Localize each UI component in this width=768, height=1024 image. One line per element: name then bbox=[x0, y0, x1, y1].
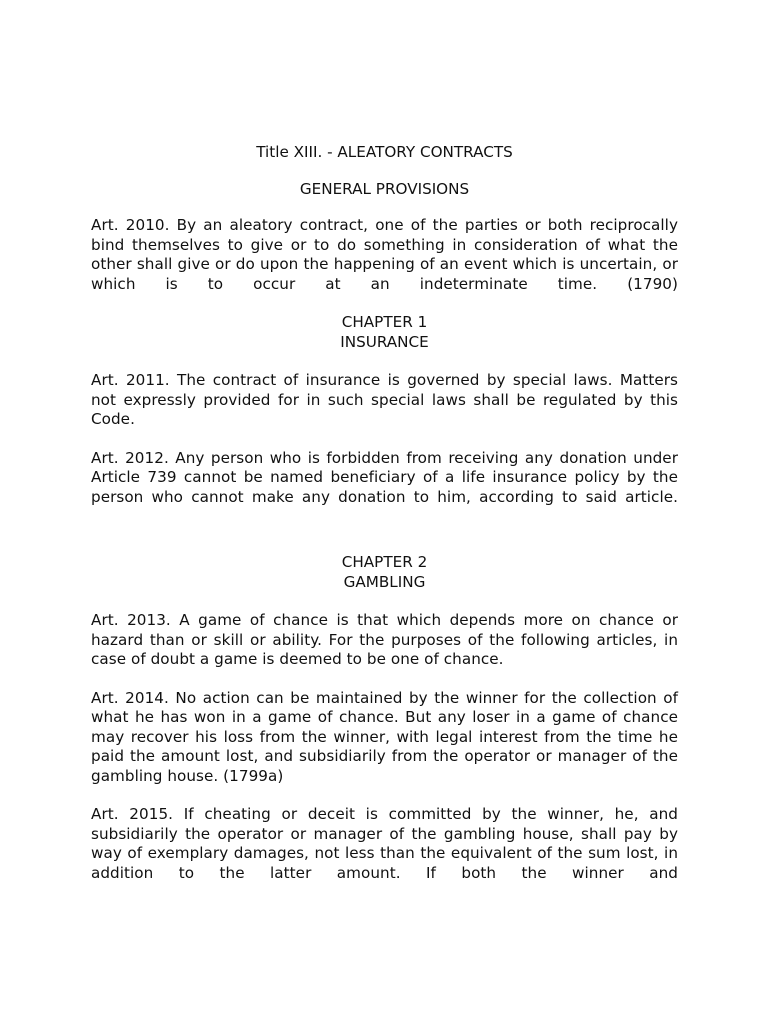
chapter-1-heading bbox=[91, 313, 678, 352]
chapter-2-name: GAMBLING bbox=[343, 572, 426, 591]
article-2012: Art. 2012. Any person who is forbidden from receiving any donation under Article 739 cannot be named beneficiary of a life insurance policy by the person who cannot make any donation to him, according to said article. bbox=[91, 448, 678, 506]
article-2013: Art. 2013. A game of chance is that which depends more on chance or hazard than or skill or ability. For the purposes of the following articles, in case of doubt a game is deemed to be one of chance. bbox=[91, 611, 678, 668]
chapter-2-heading bbox=[91, 553, 678, 592]
page-title: Title XIII. - ALEATORY CONTRACTS bbox=[256, 143, 513, 161]
article-2014: Art. 2014. No action can be maintained by the winner for the collection of what he has won in a game of chance. But any loser in a game of chance may recover his loss from the winner, with legal interest from the time he paid the amount lost, and subsidiarily from the operator or manager of the gambling house. (1799a) bbox=[91, 688, 678, 785]
chapter-1-number: CHAPTER 1 bbox=[341, 313, 428, 331]
chapter-1-name: INSURANCE bbox=[340, 332, 429, 351]
general-provisions-heading: GENERAL PROVISIONS bbox=[299, 179, 470, 198]
chapter-2-number: CHAPTER 2 bbox=[341, 553, 428, 571]
article-2010: Art. 2010. By an aleatory contract, one of the parties or both reciprocally bind themselves to give or to do something in consideration of what the other shall give or do upon the happening of an event which is uncertain, or which is to occur at an indeterminate time. (1790) bbox=[91, 216, 678, 293]
article-2015: Art. 2015. If cheating or deceit is committed by the winner, he, and subsidiarily the operator or manager of the gambling house, shall pay by way of exemplary damages, not less than the equivalent of the sum lost, in addition to the latter amount. If both the winner and bbox=[91, 805, 678, 882]
article-2011: Art. 2011. The contract of insurance is governed by special laws. Matters not expressly provided for in such special laws shall be regulated by this Code. bbox=[91, 371, 678, 428]
